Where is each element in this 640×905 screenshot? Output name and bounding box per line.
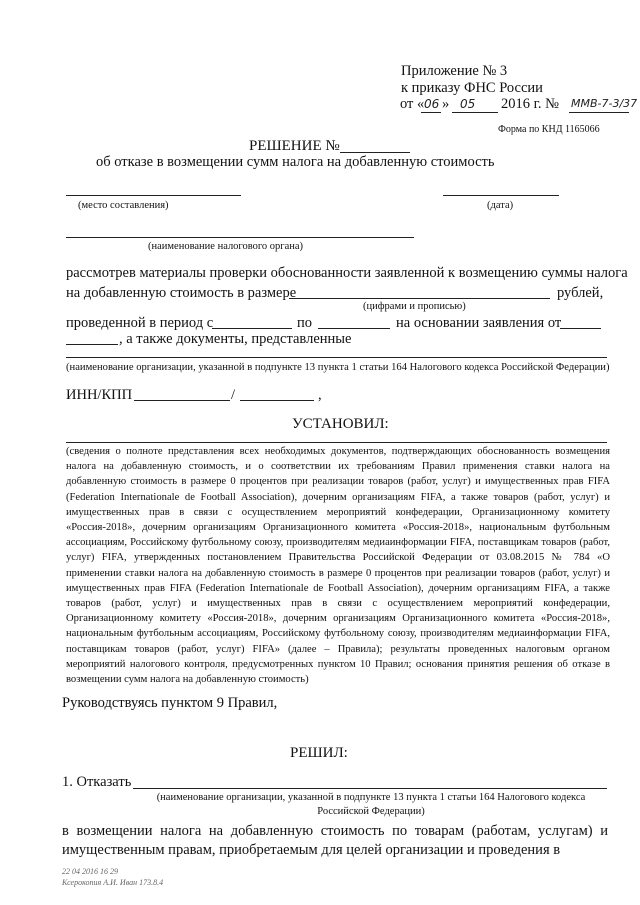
application-date-field	[560, 328, 601, 329]
period-end-field	[318, 328, 390, 329]
application-label: на основании заявления от	[396, 315, 562, 331]
decision-number-field	[340, 152, 410, 153]
inn-field	[134, 400, 230, 401]
date-prefix: от «	[400, 96, 425, 112]
place-field	[66, 195, 241, 196]
decided-heading: РЕШИЛ:	[290, 745, 348, 761]
decision-title: РЕШЕНИЕ №	[249, 138, 340, 154]
footer-stamp-2: Ксерокопия А.И. Иван 173.8.4	[62, 878, 164, 887]
body-line-1: рассмотрев материалы проверки обоснованности заявленной к возмещению суммы налога	[66, 265, 628, 281]
decision-subtitle: об отказе в возмещении сумм налога на добавленную стоимость	[96, 154, 495, 170]
date-field	[443, 195, 559, 196]
date-mid: »	[442, 96, 450, 112]
date-year: 2016 г. №	[501, 96, 560, 112]
amount-caption: (цифрами и прописью)	[363, 301, 466, 312]
kpp-field	[240, 400, 314, 401]
amount-suffix: рублей,	[557, 285, 604, 301]
inn-slash: /	[231, 387, 236, 403]
order-number: ММВ-7-3/37	[571, 97, 638, 110]
established-note: (сведения о полноте представления всех необходимых документов, подтверждающих обоснованность возмещения налога на добавленную стоимость, и о соответствии их требованиям Правил применения ставки налога на добавленную стоимость в размере 0 процентов при реализации товаров (работ, услуг) и имущественных прав FIFA (Federation Internationale de Football Association), дочерним организациям FIFA, а также товаров (работ, услуг) и имущественных прав в связи с осуществлением мероприятий конфедерации, Организационному комитету «Россия-2018», дочерним организациям Организационного комитета «Россия-2018», национальным футбольным ассоциациям, Российскому футбольному союзу, производителям медиаинформации FIFA, поставщикам товаров (работ, услуг) FIFA, утвержденных постановлением Правительства Российской Федерации от 03.08.2015 № 784 «О применении ставки налога на добавленную стоимость в размере 0 процентов при реализации товаров (работ, услуг) и имущественных прав FIFA (Federation Internationale de Football Association), дочерним организациям FIFA, а также товаров (работ, услуг) и имущественных прав в связи с осуществлением мероприятий конфедерации, Организационному комитету «Россия-2018», дочерним организациям Организационного комитета «Россия-2018», национальным футбольным ассоциациям, Российскому футбольному союзу, производителям медиаинформации FIFA, поставщикам товаров (работ, услуг) FIFA» (далее – Правила); результаты проведенных налоговым органом мероприятий налогового контроля, предусмотренных пунктом 10 Правил; основания принятия решения об отказе в возмещении сумм налога на добавленную стоимость)	[66, 446, 610, 686]
application-date-cont-field	[66, 344, 118, 345]
date-month: 05	[460, 97, 476, 111]
date-day: 06	[424, 97, 440, 111]
refuse-org-field	[133, 788, 607, 789]
final-paragraph: в возмещении налога на добавленную стоимость по товарам (работам, услугам) и имущественным правам, приобретаемым для целей организации и проведения в	[62, 823, 608, 858]
tax-authority-field	[66, 237, 414, 238]
tax-authority-caption: (наименование налогового органа)	[148, 241, 304, 252]
order-date-line	[400, 96, 638, 116]
period-start-field	[212, 328, 292, 329]
amount-field	[289, 298, 550, 299]
date-caption: (дата)	[487, 200, 514, 211]
appendix-label: Приложение № 3	[401, 63, 508, 79]
place-caption: (место составления)	[78, 200, 169, 211]
inn-kpp-label: ИНН/КПП	[66, 387, 133, 403]
body-line-4: , а также документы, представленные	[119, 331, 352, 347]
org-name-field	[66, 357, 607, 358]
org-name-caption: (наименование организации, указанной в подпункте 13 пункта 1 статьи 164 Налогового кодекса Российской Федерации)	[66, 362, 610, 373]
period-po: по	[297, 315, 313, 331]
order-reference: к приказу ФНС России	[401, 80, 543, 96]
refuse-caption: (наименование организации, указанной в подпункте 13 пункта 1 статьи 164 Налогового кодекса Российской Федерации)	[156, 792, 586, 817]
inn-comma: ,	[318, 387, 322, 403]
guided-text: Руководствуясь пунктом 9 Правил,	[62, 695, 278, 711]
refuse-label: 1. Отказать	[62, 774, 132, 790]
amount-prefix: на добавленную стоимость в размере	[66, 285, 297, 301]
established-field	[66, 442, 607, 443]
form-code: Форма по КНД 1165066	[498, 124, 600, 135]
established-heading: УСТАНОВИЛ:	[292, 416, 389, 432]
period-prefix: проведенной в период с	[66, 315, 214, 331]
footer-stamp-1: 22 04 2016 16 29	[62, 867, 118, 876]
